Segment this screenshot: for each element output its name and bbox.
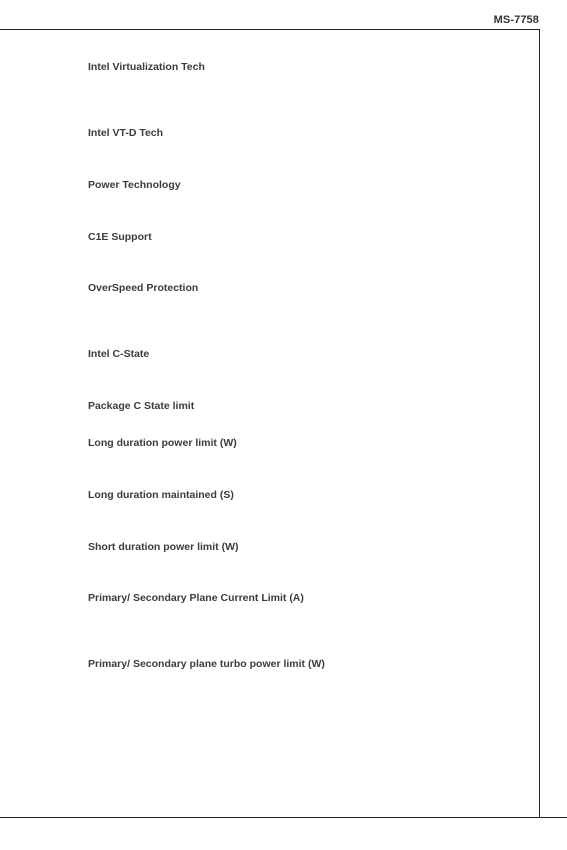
item-intel-virtualization-tech: Intel Virtualization Tech <box>88 61 205 73</box>
model-number: MS-7758 <box>493 14 539 26</box>
item-plane-current-limit: Primary/ Secondary Plane Current Limit (A) <box>88 592 304 604</box>
item-overspeed-protection: OverSpeed Protection <box>88 282 199 294</box>
item-plane-turbo-power-limit: Primary/ Secondary plane turbo power limit (W) <box>88 658 325 670</box>
item-c1e-support: C1E Support <box>88 231 152 243</box>
footer-divider <box>0 817 567 818</box>
right-margin-rule <box>539 29 540 818</box>
item-intel-vt-d-tech: Intel VT-D Tech <box>88 127 164 139</box>
header-divider <box>0 29 540 30</box>
item-intel-c-state: Intel C-State <box>88 348 150 360</box>
item-package-c-state-limit: Package C State limit <box>88 400 195 412</box>
item-power-technology: Power Technology <box>88 179 181 191</box>
item-long-duration-maintained: Long duration maintained (S) <box>88 489 234 501</box>
item-long-duration-power-limit: Long duration power limit (W) <box>88 437 237 449</box>
item-short-duration-power-limit: Short duration power limit (W) <box>88 541 239 553</box>
